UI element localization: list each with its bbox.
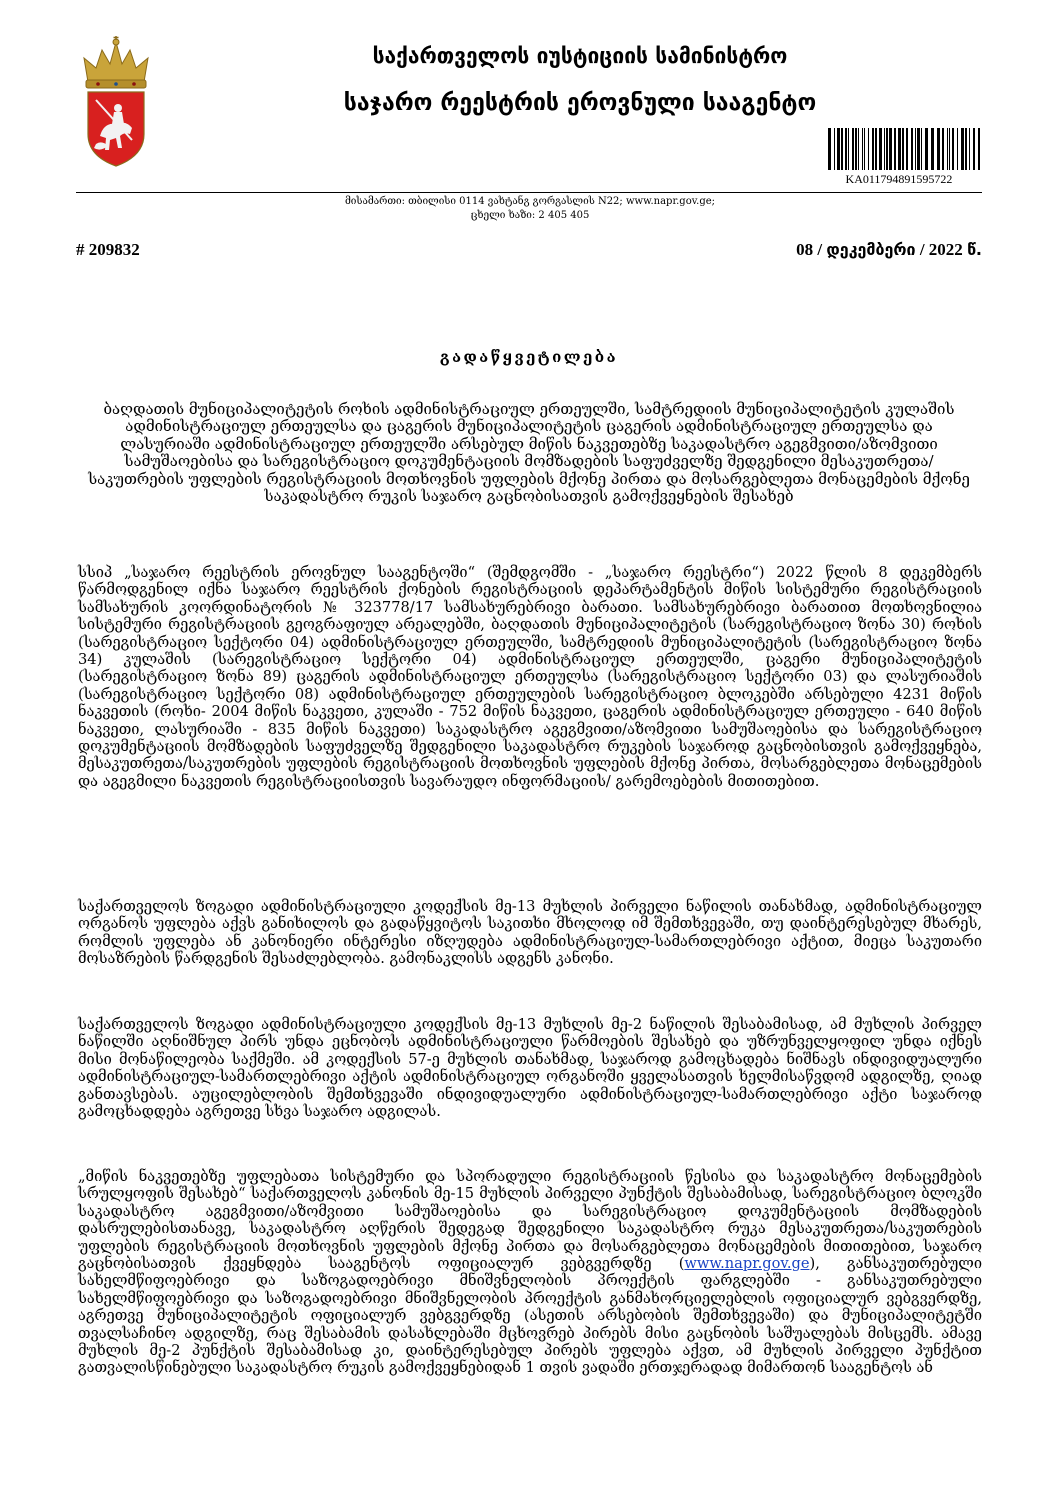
paragraph-law-article-15 bbox=[78, 1168, 982, 1377]
paragraph-text: ), განსაკუთრებული სახელმწიფოებრივი და საზოგადოებრივი მნიშვნელობის პროექტის ფარგლებში - განსაკუთრებული სახელმწიფოებრივი და საზოგადოებრივი მნიშვნელობის პროექტის განმახორციელებლის ოფიციალურ ვებგვერდზე, აგრეთვე მუნიციპალიტეტის ოფიციალურ ვებგვერდზე (ასეთის არსებობის შემთხვევაში) და მუნიციპალიტეტში თვალსაჩინო ადგილზე, რაც შესაბამის დასახლებაში მცხოვრებ პირებს მისი გაცნობის საშუალებას მისცემს. ამავე მუხლის მე-2 პუნქტის შესაბამისად კი, დაინტერესებულ პირებს უფლება აქვთ, ამ მუხლის პირველი პუნქტით გათვალისწინებული საკადასტრო რუკის გამოქვეყნებიდან 1 თვის ვადაში ერთჯერადად მიმართონ სააგენტოს ან bbox=[78, 1255, 982, 1377]
address-line: მისამართი: თბილისი 0114 ვახტანგ გორგასლის N22; www.napr.gov.ge; bbox=[344, 196, 716, 207]
document-title: გადაწყვეტილება bbox=[439, 348, 619, 366]
document-date bbox=[796, 240, 982, 260]
coat-of-arms-icon bbox=[76, 36, 156, 168]
hotline-line: ცხელი ხაზი: 2 405 405 bbox=[470, 210, 590, 221]
date-day: 08 / bbox=[796, 240, 827, 259]
document-subject: ბაღდათის მუნიციპალიტეტის როხის ადმინისტრაციულ ერთეულში, სამტრედიის მუნიციპალიტეტის კულაშის ადმინისტრაციულ ერთეულსა და ცაგერის მუნიციპალიტეტის ცაგერის ადმინისტრაციულ ერთეულსა და ლასურიაში ადმინისტრაციულ ერთეულში არსებულ მიწის ნაკვეთებზე საკადასტრო აგეგმვითი/აზომვითი სამუშაოებისა და სარეგისტრაციო დოკუმენტაციის მომზადების საფუძველზე შედგენილი მესაკუთრეთა/საკუთრების უფლების რეგისტრაციის მოთხოვნის უფლების მქონე პირთა და მოსარგებლეთა მონაცემების მქონე საკადასტრო რუკის საჯარო გაცნობისათვის გამოქვეყნების შესახებ bbox=[88, 400, 970, 506]
barcode-number: KA011794891595722 bbox=[845, 172, 953, 186]
paragraph-service-card: სსიპ „საჯარო რეესტრის ეროვნულ სააგენტოში“ (შემდგომში - „საჯარო რეესტრი“) 2022 წლის 8 დეკემბერს წარმოდგენილ იქნა საჯარო რეესტრის ქონების რეგისტრაციის დეპარტამენტის მიწის სისტემური რეგისტრაციის სამსახურის კოორდინატორის № 323778/17 სამსახურებრივი ბარათი. სამსახურებრივი ბარათით მოთხოვნილია სისტემური რეგისტრაციის გეოგრაფიულ არეალებში, ბაღდათის მუნიციპალიტეტის (სარეგისტრაციო ზონა 30) როხის (სარეგისტრაციო სექტორი 04) ადმინისტრაციულ ერთეულში, სამტრედიის მუნიციპალიტეტის (სარეგისტრაციო ზონა 34) კულაშის (სარეგისტრაციო სექტორი 04) ადმინისტრაციულ ერთეულში, ცაგერი მუნიციპალიტეტის (სარეგისტრაციო ზონა 89) ცაგერის ადმინისტრაციულ ერთეულსა (სარეგისტრაციო სექტორი 03) და ლასურიაშის (სარეგისტრაციო სექტორი 08) ადმინისტრაციულ ერთეულების სარეგისტრაციო ბლოკებში არსებული 4231 მიწის ნაკვეთის (როხი- 2004 მიწის ნაკვეთი, კულაში - 752 მიწის ნაკვეთი, ცაგერის ადმინისტრაციულ ერთეული - 640 მიწის ნაკვეთი, ლასურიაში - 835 მიწის ნაკვეთი) საკადასტრო აგეგმვითი/აზომვითი სამუშაოებისა და სარეგისტრაციო დოკუმენტაციის მომზადების საფუძველზე შედგენილი საკადასტრო რუკების საჯაროდ გაცნობისთვის გამოქვეყნება, მესაკუთრეთა/საკუთრების უფლების რეგისტრაციის მოთხოვნის უფლების მქონე პირთა, მოსარგებლეთა მონაცემების და აგეგმილი ნაკვეთის რეგისტრაციისთვის სავარაუდო ინფორმაციის/ გარემოებების მითითებით. bbox=[78, 564, 982, 790]
paragraph-text: „მიწის ნაკვეთებზე უფლებათა სისტემური და სპორადული რეგისტრაციის წესისა და საკადასტრო მონაცემების სრულყოფის შესახებ“ საქართველოს კანონის მე-15 მუხლის პირველი პუნქტის შესაბამისად, სარეგისტრაციო ბლოკში საკადასტრო აგეგმვითი/აზომვითი სამუშაოებისა და სარეგისტრაციო დოკუმენტაციის მომზადების დასრულებისთანავე, საკადასტრო აღწერის შედეგად შედგენილი საკადასტრო რუკა მესაკუთრეთა/საკუთრების უფლების რეგისტრაციის მოთხოვნის უფლების მქონე პირთა და მოსარგებლეთა მონაცემების მითითებით, საჯარო გაცნობისათვის ქვეყნდება სააგენტოს ოფიციალურ ვებგვერდზე ( bbox=[78, 1168, 982, 1273]
agency-address bbox=[200, 195, 860, 223]
napr-website-link[interactable]: www.napr.gov.ge bbox=[684, 1255, 810, 1273]
ministry-name: საქართველოს იუსტიციის სამინისტრო bbox=[372, 44, 788, 68]
barcode bbox=[828, 128, 982, 170]
date-year: / 2022 bbox=[915, 240, 968, 259]
paragraph-code-article-13-2: საქართველოს ზოგადი ადმინისტრაციული კოდექსის მე-13 მუხლის მე-2 ნაწილის შესაბამისად, ამ მუხლის პირველ ნაწილში აღნიშნულ პირს უნდა ეცნობოს ადმინისტრაციული წარმოების შესახებ და უზრუნველყოფილ უნდა იქნეს მისი მონაწილეობა საქმეში. ამ კოდექსის 57-ე მუხლის თანახმად, საჯაროდ გამოცხადება ნიშნავს ინდივიდუალური ადმინისტრაციულ-სამართლებრივი აქტის ადმინისტრაციულ ორგანოში ყველასათვის ხელმისაწვდომ ადგილზე, ღიად განთავსებას. აუცილებლობის შემთხვევაში ინდივიდუალური ადმინისტრაციულ-სამართლებრივი აქტი საჯაროდ გამოცხადდება აგრეთვე სხვა საჯარო ადგილას. bbox=[78, 1016, 982, 1121]
paragraph-code-article-13-1: საქართველოს ზოგადი ადმინისტრაციული კოდექსის მე-13 მუხლის პირველი ნაწილის თანახმად, ადმინისტრაციულ ორგანოს უფლება აქვს განიხილოს და გადაწყვიტოს საკითხი მხოლოდ იმ შემთხვევაში, თუ დაინტერესებულ მხარეს, რომლის უფლება ან კანონიერი ინტერესი იზღუდება ადმინისტრაციულ-სამართლებრივი აქტით, მიეცა საკუთარი მოსაზრების წარდგენის შესაძლებლობა. გამონაკლისს ადგენს კანონი. bbox=[78, 898, 982, 968]
agency-name: საჯარო რეესტრის ეროვნული სააგენტო bbox=[343, 90, 817, 116]
date-suffix: წ. bbox=[967, 240, 982, 259]
header-divider bbox=[76, 192, 982, 193]
document-number: # 209832 bbox=[76, 240, 140, 259]
date-month: დეკემბერი bbox=[826, 240, 916, 259]
